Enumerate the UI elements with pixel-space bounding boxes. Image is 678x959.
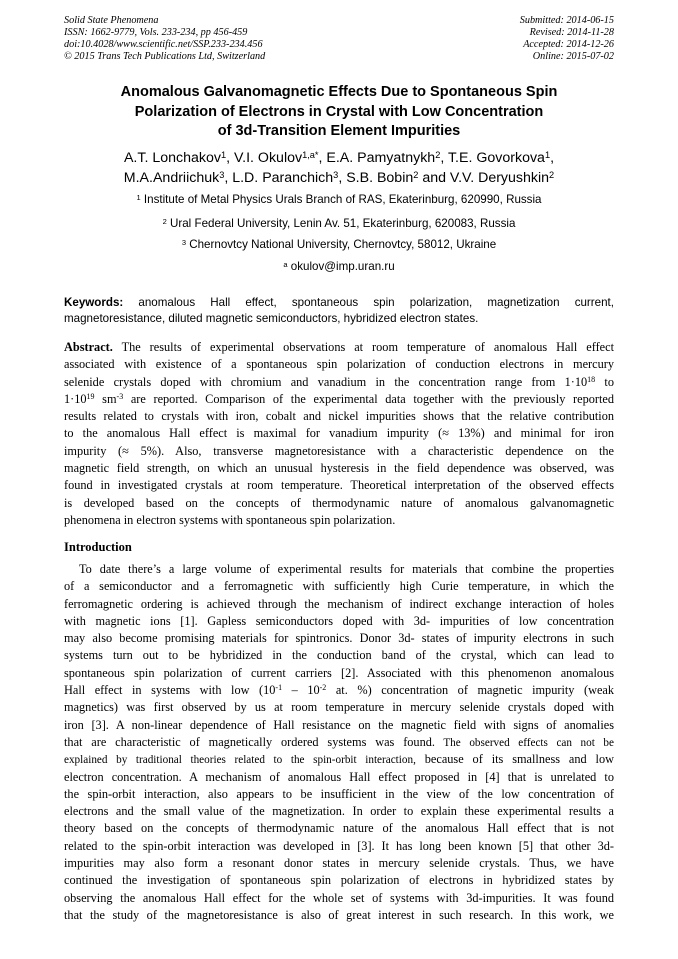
- section-heading-introduction: Introduction: [64, 540, 132, 554]
- abstract: Abstract. The results of experimental observations at room temperature of anomalous Hall effect associated with existence of a spontaneous spin polarization of conduction electrons in mercury selenide crystals doped with chromium and vanadium in the concentration range from $1\cdot 10^{18}$ to $1\cdot 10^{19}$ $sm^{-3}$ are reported. Comparison of the experimental data together with the previously reported results related to crystals with iron, cobalt and nickel impurities shows that the relative contribution to the anomalous Hall effect is maximal for vanadium impurity (≈ 13%) and minimal for iron impurity (≈ 5%). Also, transverse magnetoresistance with a characteristic dependence on the magnetic field strength, on which an unusual hysteresis in the field dependence was observed, was found in investigated crystals at room temperature. Theoretical interpretation of the observed effects is developed based on the concepts of thermodynamic nature of anomalous galvanomagnetic phenomena in electron systems with spontaneous spin polarization.: [64, 340, 614, 527]
- keywords-label: Keywords:: [64, 296, 124, 309]
- submission-dates: [520, 15, 614, 63]
- journal-doi: doi:10.4028/www.scientific.net/SSP.233-234.456: [64, 39, 263, 50]
- author-email: $^a$ okulov@imp.uran.ru: [283, 259, 395, 273]
- abstract-label: Abstract.: [64, 340, 113, 354]
- paper-title: Anomalous Galvanomagnetic Effects Due to Spontaneous Spin Polarization of Electrons in Crystal with Low Concentration of 3d-Transition Element Impurities: [120, 84, 558, 139]
- date-online: Online: 2015-07-02: [532, 51, 614, 62]
- affiliation-2: $^2$ Ural Federal University, Lenin Av. 51, Ekaterinburg, 620083, Russia: [162, 216, 516, 230]
- journal-info: [64, 15, 265, 63]
- affiliation-3: $^3$ Chernovtcy National University, Chernovtcy, 58012, Ukraine: [181, 237, 497, 251]
- affiliation-1: $^1$ Institute of Metal Physics Urals Branch of RAS, Ekaterinburg, 620990, Russia: [136, 192, 542, 206]
- date-revised: Revised: 2014-11-28: [529, 27, 614, 38]
- journal-issn: ISSN: 1662-9779, Vols. 233-234, pp 456-459: [64, 27, 248, 38]
- journal-name: Solid State Phenomena: [64, 15, 159, 26]
- keywords: Keywords: anomalous Hall effect, spontaneous spin polarization, magnetization current, magnetoresistance, diluted magnetic semiconductors, hybridized electron states.: [64, 296, 614, 325]
- author-list: A.T. Lonchakov$^1$, V.I. Okulov$^{1,a*}$, E.A. Pamyatnykh$^2$, T.E. Govorkova$^1$, M.A.Andriichuk$^3$, L.D. Paranchich$^3$, S.B. Bobin$^2$ and V.V. Deryushkin$^2$: [123, 149, 555, 186]
- introduction-body: To date there’s a large volume of experimental results for materials that combine the properties of a semiconductor and a ferromagnetic with sufficiently high Curie temperature, in which the ferromagnetic ordering is achieved through the mechanism of indirect exchange interaction of holes with magnetic ions [1]. Gapless semiconductors doped with 3d- impurities of low concentration may also become promising materials for spintronics. Donor 3d- states of impurity electrons in such systems turn out to be hybridized in the conduction band of the crystal, which can lead to spontaneous spin polarization of current carriers [2]. Associated with this phenomenon anomalous Hall effect in systems with low ($10^{-1} - 10^{-2}$ at. %) concentration of magnetic impurity (weak magnetics) was first observed by us at room temperature in mercury selenide crystals doped with iron [3]. A non-linear dependence of Hall resistance on the magnetic field with signs of anomalies that are characteristic of magnetically ordered systems was found. The observed effects can not be explained by traditional theories related to the spin-orbit interaction, because of its smallness and low electron concentration. A mechanism of anomalous Hall effect proposed in [4] that is unrelated to the spin-orbit interaction, also appears to be insufficient in the view of the low concentration of electrons and the small value of the magnetization. In order to explain these experimental results a theory based on the concepts of thermodynamic nature of the anomalous Hall effect that is not related to the spin-orbit interaction was developed in [3]. It has long been known [5] that other 3d- impurities may also form a resonant donor states in mercury selenide crystals. Thus, we have continued the investigation of spontaneous spin polarization of electrons in hybridized states by observing the anomalous Hall effect for the whole set of systems with 3d-impurities. It was found that the study of the magnetoresistance is also of great interest in such research. In this work, we: [64, 562, 614, 922]
- date-accepted: Accepted: 2014-12-26: [523, 39, 614, 50]
- journal-copyright: © 2015 Trans Tech Publications Ltd, Switzerland: [64, 51, 266, 62]
- date-submitted: Submitted: 2014-06-15: [519, 15, 614, 26]
